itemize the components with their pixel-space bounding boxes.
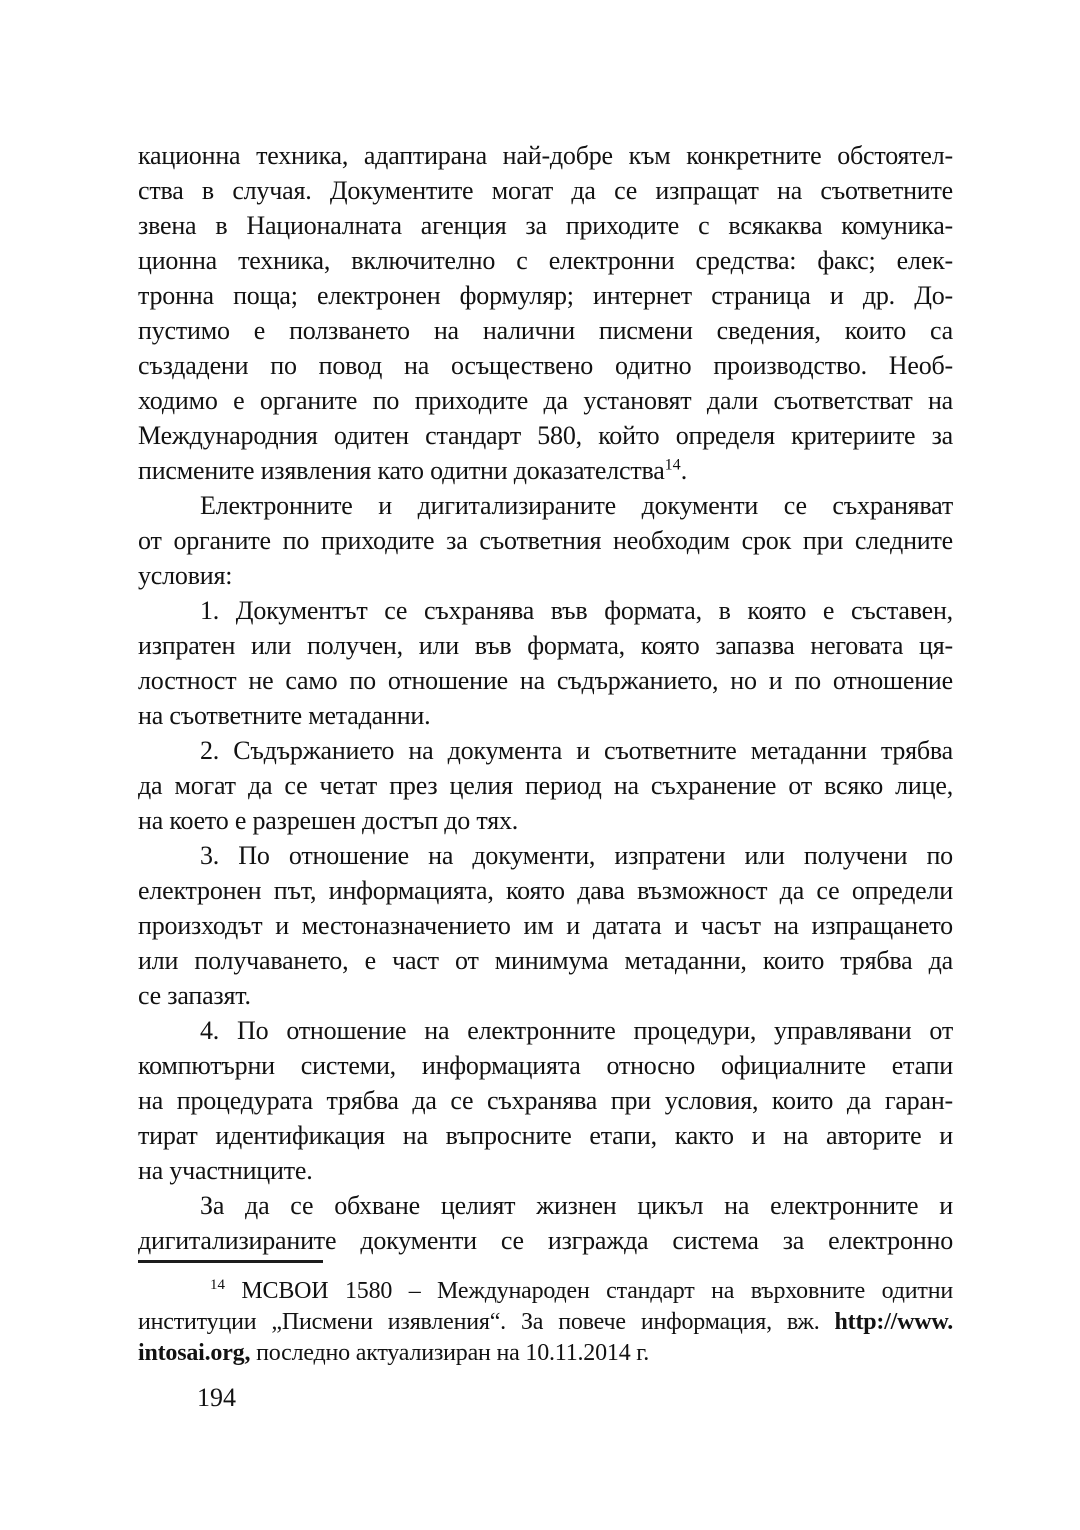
text-line	[138, 908, 953, 943]
text-segment: на което е разрешен достъп до тях.	[138, 806, 519, 835]
text-line	[138, 243, 953, 278]
text-line	[138, 453, 953, 488]
text-line	[138, 1013, 953, 1048]
text-line	[138, 978, 953, 1013]
text-line	[138, 523, 953, 558]
text-segment: кационна техника, адаптирана най-добре към конкретните обстоятел-	[138, 141, 953, 170]
text-segment: условия:	[138, 561, 233, 590]
text-line	[138, 838, 953, 873]
text-segment: институции „Писмени изявления“. За повече информация, вж.	[138, 1309, 835, 1335]
text-segment: се запазят.	[138, 981, 251, 1010]
footnote	[138, 1276, 953, 1369]
text-line	[138, 1048, 953, 1083]
text-segment: звена в Националната агенция за приходите с всякаква комуника-	[138, 211, 953, 240]
text-segment: електронен път, информацията, която дава възможност да се определи	[138, 876, 953, 905]
text-segment: тират идентификация на въпросните етапи, както и на авторите и	[138, 1121, 953, 1150]
text-line	[138, 418, 953, 453]
text-segment: писмените изявления като одитни доказателства	[138, 456, 665, 485]
text-line	[138, 558, 953, 593]
text-segment: За да се обхване целият жизнен цикъл на електронните и	[200, 1191, 953, 1220]
text-line	[138, 488, 953, 523]
text-line	[138, 628, 953, 663]
text-line	[138, 1188, 953, 1223]
text-line	[138, 173, 953, 208]
text-segment: на участниците.	[138, 1156, 313, 1185]
text-line	[138, 733, 953, 768]
text-line	[138, 593, 953, 628]
text-segment: от органите по приходите за съответния необходим срок при следните	[138, 526, 953, 555]
text-segment: дигитализираните документи се изгражда система за електронно	[138, 1226, 953, 1255]
text-segment: http://www.	[834, 1309, 953, 1335]
footnote-reference: 14	[664, 456, 681, 474]
text-segment: лостност не само по отношение на съдържанието, но и по отношение	[138, 666, 953, 695]
text-line	[138, 1338, 953, 1369]
text-segment: Електронните и дигитализираните документи се съхраняват	[200, 491, 953, 520]
text-segment: .	[680, 456, 687, 485]
text-line	[138, 943, 953, 978]
text-segment: 3. По отношение на документи, изпратени или получени по	[200, 841, 953, 870]
text-line	[138, 768, 953, 803]
text-segment: МСВОИ 1580 – Международен стандарт на върховните одитни	[224, 1278, 953, 1304]
text-line	[138, 138, 953, 173]
page-number: 194	[197, 1383, 236, 1412]
text-segment: тронна поща; електронен формуляр; интернет страница и др. До-	[138, 281, 953, 310]
text-line	[138, 803, 953, 838]
text-line	[138, 698, 953, 733]
text-line	[138, 278, 953, 313]
text-line	[138, 1153, 953, 1188]
text-segment: ства в случая. Документите могат да се изпращат на съответните	[138, 176, 953, 205]
text-segment: произходът и местоназначението им и датата и часът на изпращането	[138, 911, 953, 940]
text-segment: компютърни системи, информацията относно официалните етапи	[138, 1051, 953, 1080]
text-segment: последно актуализиран на 10.11.2014 г.	[250, 1340, 650, 1366]
text-segment: пустимо е ползването на налични писмени сведения, които са	[138, 316, 953, 345]
text-line	[138, 383, 953, 418]
text-line	[138, 1083, 953, 1118]
main-text	[138, 138, 953, 1258]
text-segment: 1. Документът се съхранява във формата, в която е съставен,	[200, 596, 953, 625]
text-line	[138, 208, 953, 243]
text-segment: ходимо е органите по приходите да установят дали съответстват на	[138, 386, 953, 415]
text-segment: на процедурата трябва да се съхранява при условия, които да гаран-	[138, 1086, 953, 1115]
text-line	[138, 313, 953, 348]
text-segment: на съответните метаданни.	[138, 701, 431, 730]
text-line	[138, 1223, 953, 1258]
text-line	[138, 1118, 953, 1153]
text-segment: Международния одитен стандарт 580, който определя критериите за	[138, 421, 953, 450]
footnote-separator	[138, 1260, 323, 1263]
text-segment: да могат да се четат през целия период на съхранение от всяко лице,	[138, 771, 953, 800]
text-segment: 2. Съдържанието на документа и съответните метаданни трябва	[200, 736, 953, 765]
text-segment: 4. По отношение на електронните процедури, управлявани от	[200, 1016, 953, 1045]
text-line	[138, 663, 953, 698]
text-line	[138, 348, 953, 383]
footnote-reference: 14	[210, 1277, 225, 1293]
text-segment: или получаването, е част от минимума метаданни, които трябва да	[138, 946, 953, 975]
text-segment: изпратен или получен, или във формата, която запазва неговата ця-	[138, 631, 953, 660]
text-segment: ционна техника, включително с електронни средства: факс; елек-	[138, 246, 953, 275]
text-segment: създадени по повод на осъществено одитно производство. Необ-	[138, 351, 953, 380]
text-segment: intosai.org,	[138, 1340, 251, 1366]
text-line	[138, 1307, 953, 1338]
text-line	[138, 1276, 953, 1307]
text-line	[138, 873, 953, 908]
